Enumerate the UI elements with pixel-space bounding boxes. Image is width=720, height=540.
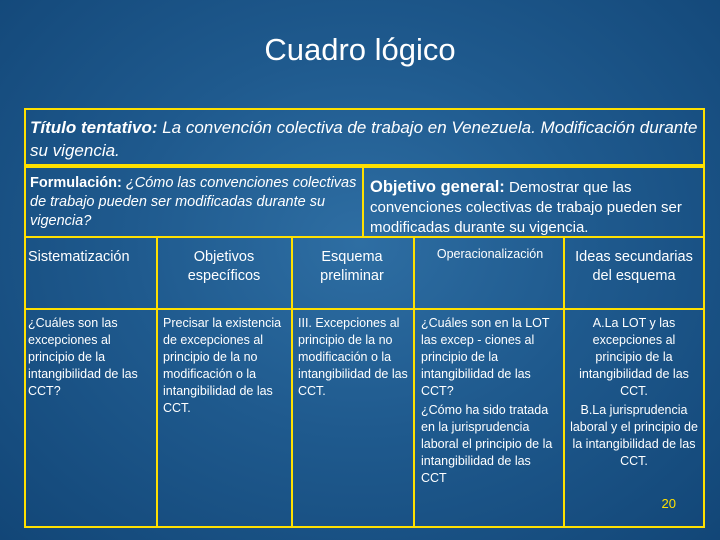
header-sistematizacion: Sistematización (28, 249, 130, 265)
body-operacionalizacion-1: ¿Cuáles son en la LOT las excep - ciones al principio de la intangibilidad de las CCT? (421, 316, 550, 398)
header-operacionalizacion: Operacionalización (436, 247, 544, 261)
formulacion-label: Formulación: (30, 175, 122, 191)
table-header-divider (24, 308, 705, 310)
titulo-label: Título tentativo: (30, 118, 158, 137)
objetivo-general-label: Objetivo general: (370, 178, 505, 196)
header-esquema: Esquema preliminar (320, 249, 384, 284)
formulacion-box (24, 166, 364, 238)
titulo-text: La convención colectiva de trabajo en Venezuela. Modificación durante su vigencia. (30, 118, 698, 160)
col-divider-2 (291, 236, 293, 528)
page-title: Cuadro lógico (264, 32, 456, 67)
header-ideas: Ideas secundarias del esquema (575, 249, 693, 284)
col-divider-4 (563, 236, 565, 528)
formulacion-text: ¿Cómo las convenciones colectivas de trabajo pueden ser modificadas durante su vigencia? (30, 175, 357, 229)
slide-number: 20 (661, 496, 676, 511)
titulo-tentativo-box (24, 108, 705, 166)
body-ideas-a: A.La LOT y las excepciones al principio de la intangibilidad de las CCT. (579, 316, 689, 398)
col-divider-1 (156, 236, 158, 528)
body-esquema: III. Excepciones al principio de la no modificación o la intangibilidad de las CCT. (298, 316, 408, 398)
objetivo-general-text: Demostrar que las convenciones colectivas de trabajo pueden ser modificadas durante su vigencia. (370, 179, 682, 236)
col-divider-3 (413, 236, 415, 528)
body-operacionalizacion-2: ¿Cómo ha sido tratada en la jurisprudencia laboral el principio de la intangibilidad de las CCT (421, 403, 553, 485)
objetivo-general-box (362, 166, 705, 238)
body-sistematizacion: ¿Cuáles son las excepciones al principio de la intangibilidad de las CCT? (28, 316, 138, 398)
body-ideas-b: B.La jurisprudencia laboral y el principio de la intangibilidad de las CCT. (570, 403, 698, 468)
body-objetivos: Precisar la existencia de excepciones al principio de la no modificación o la intangibilidad de las CCT. (163, 316, 282, 415)
header-objetivos: Objetivos específicos (187, 249, 261, 284)
